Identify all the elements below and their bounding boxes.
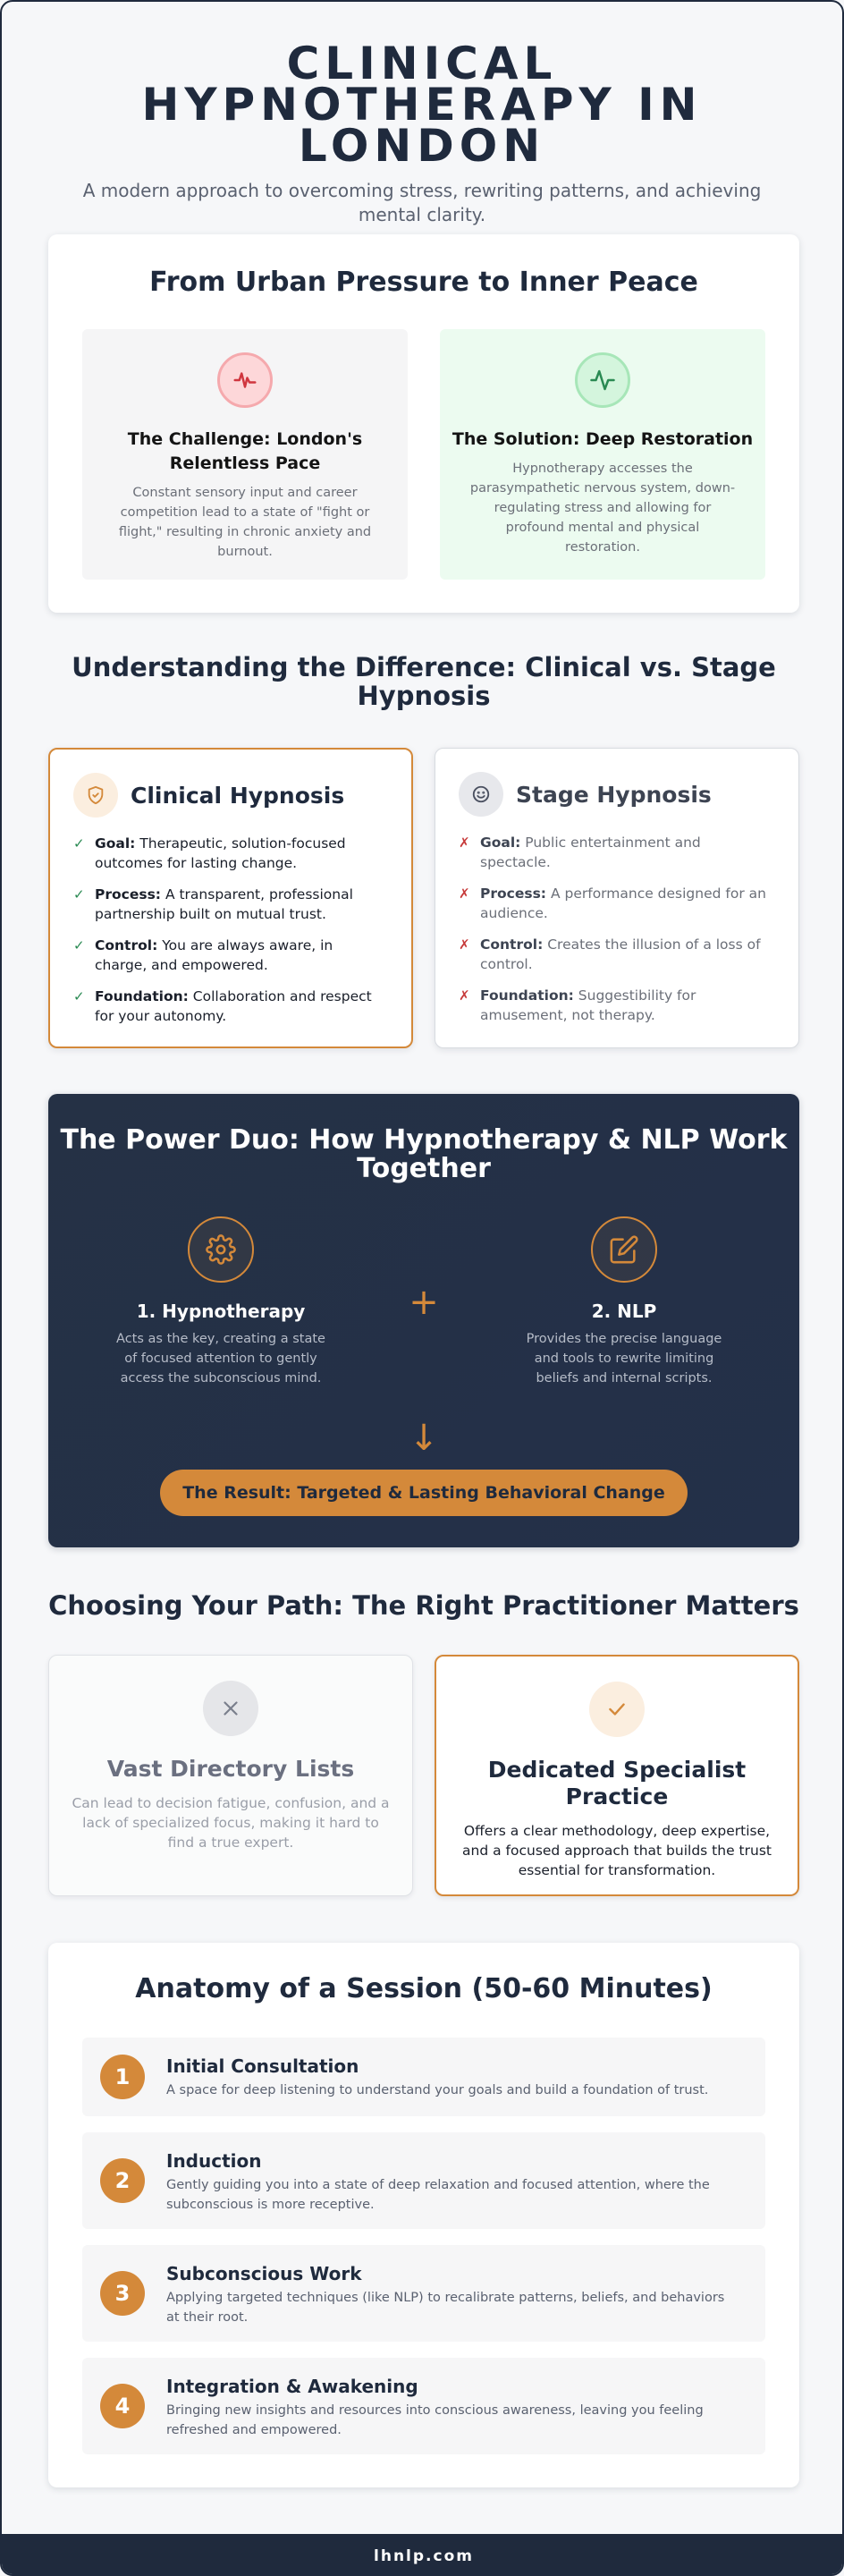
challenge-text: Constant sensory input and career competition lead to a state of "fight or flight," resulting in chronic anxiety and burnout.	[118, 486, 372, 559]
stage-title: Stage Hypnosis	[516, 781, 712, 808]
list-item: ✓ Process: A transparent, professional partnership built on mutual trust.	[73, 886, 353, 922]
clinical-list	[73, 834, 384, 1026]
step-heading: Subconscious Work	[166, 2263, 362, 2284]
cross-icon: ✗	[459, 886, 470, 902]
check-icon	[589, 1682, 645, 1737]
session-card	[48, 1943, 799, 2487]
list-item: ✓ Control: You are always aware, in charge, and empowered.	[73, 937, 333, 973]
edit-icon	[591, 1216, 657, 1283]
arrow-down-icon: ↓	[409, 1418, 439, 1459]
solution-heading: The Solution: Deep Restoration	[452, 429, 754, 449]
step-heading: Integration & Awakening	[166, 2376, 418, 2397]
step-number: 3	[100, 2271, 145, 2316]
check-icon: ✓	[73, 835, 85, 852]
section-title: From Urban Pressure to Inner Peace	[149, 267, 698, 298]
step-heading: Initial Consultation	[166, 2055, 359, 2077]
cross-icon: ✗	[459, 936, 470, 953]
stage-list	[459, 833, 772, 1025]
specialist-card	[435, 1655, 799, 1896]
cross-icon: ✗	[459, 987, 470, 1004]
specialist-text: Offers a clear methodology, deep expertise, and a focused approach that builds the trust essential for transformation.	[462, 1823, 772, 1878]
shield-check-icon	[73, 773, 118, 818]
step-number: 2	[100, 2158, 145, 2203]
specialist-heading: Dedicated Specialist Practice	[487, 1757, 747, 1809]
page-header	[2, 2, 842, 227]
check-icon: ✓	[73, 988, 85, 1004]
nlp-heading: 2. NLP	[591, 1301, 657, 1322]
step-text: Bringing new insights and resources into conscious awareness, leaving you feeling refreshed and empowered.	[166, 2403, 704, 2437]
activity-icon	[575, 352, 630, 408]
power-duo-card	[48, 1094, 799, 1547]
clinical-title: Clinical Hypnosis	[131, 782, 345, 809]
solution-text: Hypnotherapy accesses the parasympathetic nervous system, down-regulating stress and allowing for profound mental and physical restoration.	[469, 462, 736, 555]
nlp-block	[512, 1216, 736, 1388]
list-item: ✓ Foundation: Collaboration and respect for your autonomy.	[73, 988, 372, 1024]
nlp-text: Provides the precise language and tools to rewrite limiting beliefs and internal scripts.	[526, 1332, 722, 1385]
step-text: Gently guiding you into a state of deep relaxation and focused attention, where the subconscious is more receptive.	[166, 2178, 710, 2212]
directory-card	[48, 1655, 413, 1896]
list-item: ✗ Goal: Public entertainment and spectacle.	[459, 835, 701, 870]
directory-text: Can lead to decision fatigue, confusion, and a lack of specialized focus, making it hard to find a true expert.	[72, 1795, 390, 1851]
session-step	[82, 2358, 765, 2454]
difference-title: Understanding the Difference: Clinical vs. Stage Hypnosis	[72, 652, 776, 711]
clinical-hypnosis-card	[48, 748, 413, 1048]
result-badge: The Result: Targeted & Lasting Behavioral Change	[160, 1470, 688, 1516]
check-icon: ✓	[73, 886, 85, 902]
session-step	[82, 2245, 765, 2342]
hypnotherapy-heading: 1. Hypnotherapy	[136, 1301, 306, 1322]
power-duo-title: The Power Duo: How Hypnotherapy & NLP Work Together	[60, 1124, 788, 1184]
list-item: ✗ Process: A performance designed for an audience.	[459, 886, 766, 921]
pressure-to-peace-card	[48, 234, 799, 613]
page-title: CLINICAL HYPNOTHERAPY IN LONDON	[141, 38, 703, 172]
session-title: Anatomy of a Session (50-60 Minutes)	[135, 1973, 713, 2004]
smiley-icon	[459, 772, 503, 817]
step-number: 4	[100, 2384, 145, 2428]
x-icon	[203, 1681, 258, 1736]
hypnotherapy-block	[109, 1216, 333, 1388]
cross-icon: ✗	[459, 835, 470, 851]
challenge-box	[82, 329, 408, 580]
gear-icon	[188, 1216, 254, 1283]
page-subtitle: A modern approach to overcoming stress, rewriting patterns, and achieving mental clarity.	[82, 180, 762, 225]
session-step	[82, 2132, 765, 2229]
challenge-heading: The Challenge: London's Relentless Pace	[127, 429, 363, 473]
list-item: ✗ Foundation: Suggestibility for amusement, not therapy.	[459, 987, 696, 1023]
session-step	[82, 2038, 765, 2116]
list-item: ✗ Control: Creates the illusion of a loss of control.	[459, 936, 761, 972]
plus-icon: +	[409, 1282, 439, 1323]
solution-box	[440, 329, 765, 580]
list-item: ✓ Goal: Therapeutic, solution-focused outcomes for lasting change.	[73, 835, 346, 871]
step-number: 1	[100, 2055, 145, 2099]
directory-heading: Vast Directory Lists	[106, 1756, 355, 1782]
hypnotherapy-text: Acts as the key, creating a state of focused attention to gently access the subconscious mind.	[116, 1332, 325, 1385]
pulse-icon	[217, 352, 273, 408]
step-text: A space for deep listening to understand your goals and build a foundation of trust.	[166, 2083, 709, 2097]
step-text: Applying targeted techniques (like NLP) to recalibrate patterns, beliefs, and behaviors at their root.	[166, 2291, 725, 2325]
stage-hypnosis-card	[435, 748, 799, 1048]
check-icon: ✓	[73, 937, 85, 953]
step-heading: Induction	[166, 2150, 262, 2172]
footer-link[interactable]: lhnlp.com	[2, 2534, 844, 2576]
path-title: Choosing Your Path: The Right Practitioner Matters	[48, 1590, 799, 1621]
